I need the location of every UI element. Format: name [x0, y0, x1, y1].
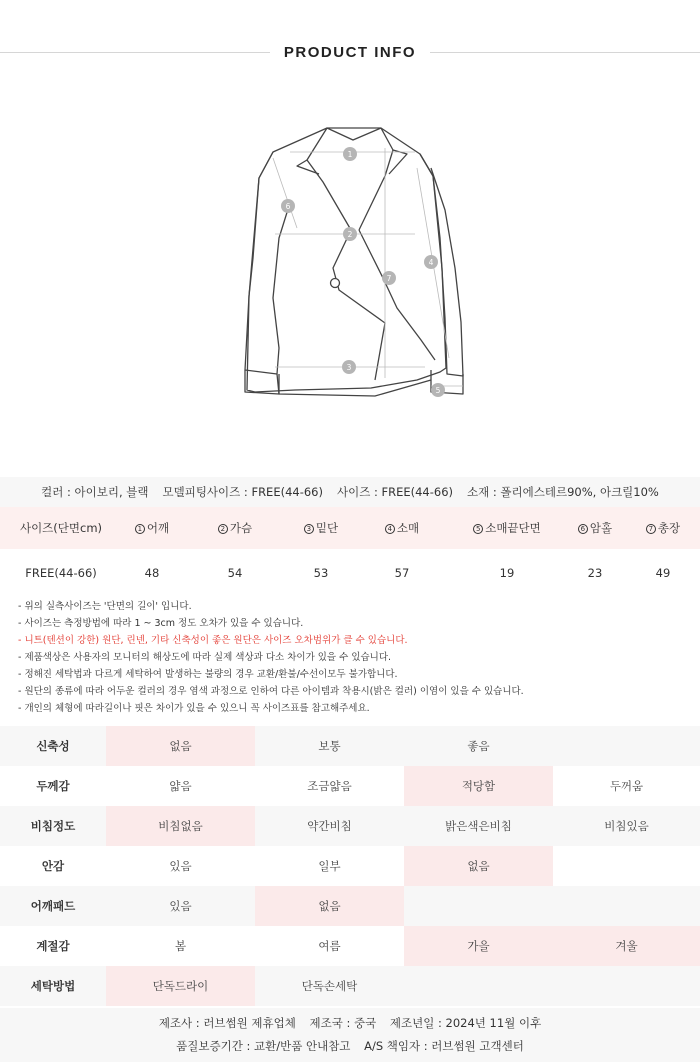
note-line: - 사이즈는 측정방법에 따라 1 ~ 3cm 정도 오차가 있을 수 있습니다. [18, 618, 304, 629]
footer-country: 제조국 : 중국 [309, 1016, 377, 1030]
attribute-option [553, 726, 700, 766]
attribute-option [553, 886, 700, 926]
size-row-label: FREE(44-66) [25, 566, 97, 580]
attribute-option-selected: 없음 [404, 846, 553, 886]
marker-label-6: 6 [285, 202, 291, 211]
product-info-strip [0, 477, 700, 507]
size-cell: 57 [394, 566, 410, 580]
attribute-option: 비침있음 [604, 819, 649, 833]
marker-label-5: 5 [435, 386, 441, 395]
footer-as: A/S 책임자 : 러브썸원 고객센터 [364, 1039, 524, 1053]
attribute-option: 있음 [169, 899, 192, 913]
attribute-option-selected: 없음 [255, 886, 404, 926]
note-line: - 제품색상은 사용자의 모니터의 해상도에 따라 실제 색상과 다소 차이가 있을 수 있습니다. [18, 652, 392, 663]
jacket-illustration [235, 118, 475, 408]
info-model-size: 모델피팅사이즈 : FREE(44-66) [162, 485, 323, 499]
attribute-option: 일부 [318, 859, 341, 873]
size-cell: 19 [499, 566, 515, 580]
note-line-warning: - 니트(텐션이 강한) 원단, 린넨, 기타 신축성이 좋은 원단은 사이즈 오차범위가 클 수 있습니다. [18, 635, 408, 646]
note-line: - 개인의 체형에 따라길이나 핏은 차이가 있을 수 있으니 꼭 사이즈표를 참고해주세요. [18, 703, 370, 714]
footer-line-2 [0, 1038, 700, 1054]
attribute-option-selected: 겨울 [553, 926, 700, 966]
attribute-label: 신축성 [36, 739, 70, 753]
attribute-row [0, 926, 700, 966]
attribute-row [0, 966, 700, 1006]
attribute-option: 두꺼움 [609, 779, 644, 793]
attribute-label: 계절감 [36, 939, 70, 953]
footer-manufacturer: 제조사 : 러브썸원 제휴업체 [158, 1016, 296, 1030]
attribute-option: 좋음 [467, 739, 490, 753]
size-header-col: 5 소매끝단면 [450, 520, 564, 536]
note-line: - 위의 실측사이즈는 '단면의 길이' 입니다. [18, 601, 192, 612]
attribute-label: 안감 [41, 859, 65, 873]
attribute-option-selected: 적당함 [404, 766, 553, 806]
size-header-col: 6 암홀 [564, 520, 626, 536]
size-cell: 23 [587, 566, 603, 580]
size-header-col: 4 소매 [354, 520, 450, 536]
size-header-col: 1 어깨 [122, 520, 182, 536]
attribute-label: 두께감 [36, 779, 70, 793]
size-cell: 49 [655, 566, 671, 580]
attribute-option-selected: 비침없음 [106, 806, 255, 846]
attribute-option [404, 966, 553, 1006]
attribute-option [404, 886, 553, 926]
size-cell: 48 [144, 566, 160, 580]
note-line: - 원단의 종류에 따라 어두운 컬러의 경우 염색 과정으로 인하여 다른 아이템과 착용시(밝은 컬러) 이염이 있을 수 있습니다. [18, 686, 524, 697]
info-color: 컬러 : 아이보리, 블랙 [41, 485, 149, 499]
attribute-option: 조금얇음 [307, 779, 352, 793]
size-cell: 53 [313, 566, 329, 580]
footer-warranty: 품질보증기간 : 교환/반품 안내참고 [176, 1039, 351, 1053]
attribute-option: 단독손세탁 [301, 979, 358, 993]
attribute-option: 얇음 [169, 779, 192, 793]
attribute-label: 세탁방법 [30, 979, 76, 993]
attribute-label: 비침정도 [30, 819, 76, 833]
size-notes [18, 598, 688, 717]
attribute-row [0, 886, 700, 926]
page-title: PRODUCT INFO [283, 44, 417, 61]
size-table [0, 507, 700, 597]
size-table-row [0, 549, 700, 597]
attribute-option: 보통 [318, 739, 341, 753]
section-header [0, 0, 700, 105]
attribute-option-selected: 가을 [404, 926, 553, 966]
attribute-label: 어깨패드 [30, 899, 76, 913]
marker-label-1: 1 [347, 150, 353, 159]
attribute-row [0, 726, 700, 766]
attribute-row [0, 846, 700, 886]
attribute-option [553, 966, 700, 1006]
attribute-option: 여름 [318, 939, 341, 953]
footer-line-1 [0, 1015, 700, 1031]
info-size: 사이즈 : FREE(44-66) [336, 485, 454, 499]
footer-info [0, 1008, 700, 1062]
header-divider-right [430, 52, 700, 53]
marker-label-4: 4 [428, 258, 434, 267]
marker-label-7: 7 [386, 274, 392, 283]
attribute-table [0, 726, 700, 1006]
attribute-option [553, 846, 700, 886]
marker-label-3: 3 [346, 363, 352, 372]
size-header-col: 2 가슴 [182, 520, 288, 536]
attribute-option: 있음 [169, 859, 192, 873]
attribute-option: 밝은색은비침 [445, 819, 512, 833]
attribute-option: 약간비침 [307, 819, 352, 833]
attribute-row [0, 806, 700, 846]
attribute-option-selected: 없음 [106, 726, 255, 766]
footer-date: 제조년일 : 2024년 11월 이후 [389, 1016, 542, 1030]
attribute-option: 봄 [174, 939, 187, 953]
size-table-header [0, 507, 700, 549]
note-line: - 정해진 세탁법과 다르게 세탁하여 발생하는 불량의 경우 교환/환불/수선이모두 불가합니다. [18, 669, 398, 680]
info-material: 소재 : 폴리에스테르90%, 아크릴10% [467, 485, 659, 499]
size-header-label: 사이즈(단면cm) [19, 521, 103, 535]
size-header-col: 7 총장 [626, 520, 700, 536]
attribute-option-selected: 단독드라이 [106, 966, 255, 1006]
size-cell: 54 [227, 566, 243, 580]
marker-label-2: 2 [347, 230, 353, 239]
attribute-row [0, 766, 700, 806]
size-header-col: 3 밑단 [288, 520, 354, 536]
